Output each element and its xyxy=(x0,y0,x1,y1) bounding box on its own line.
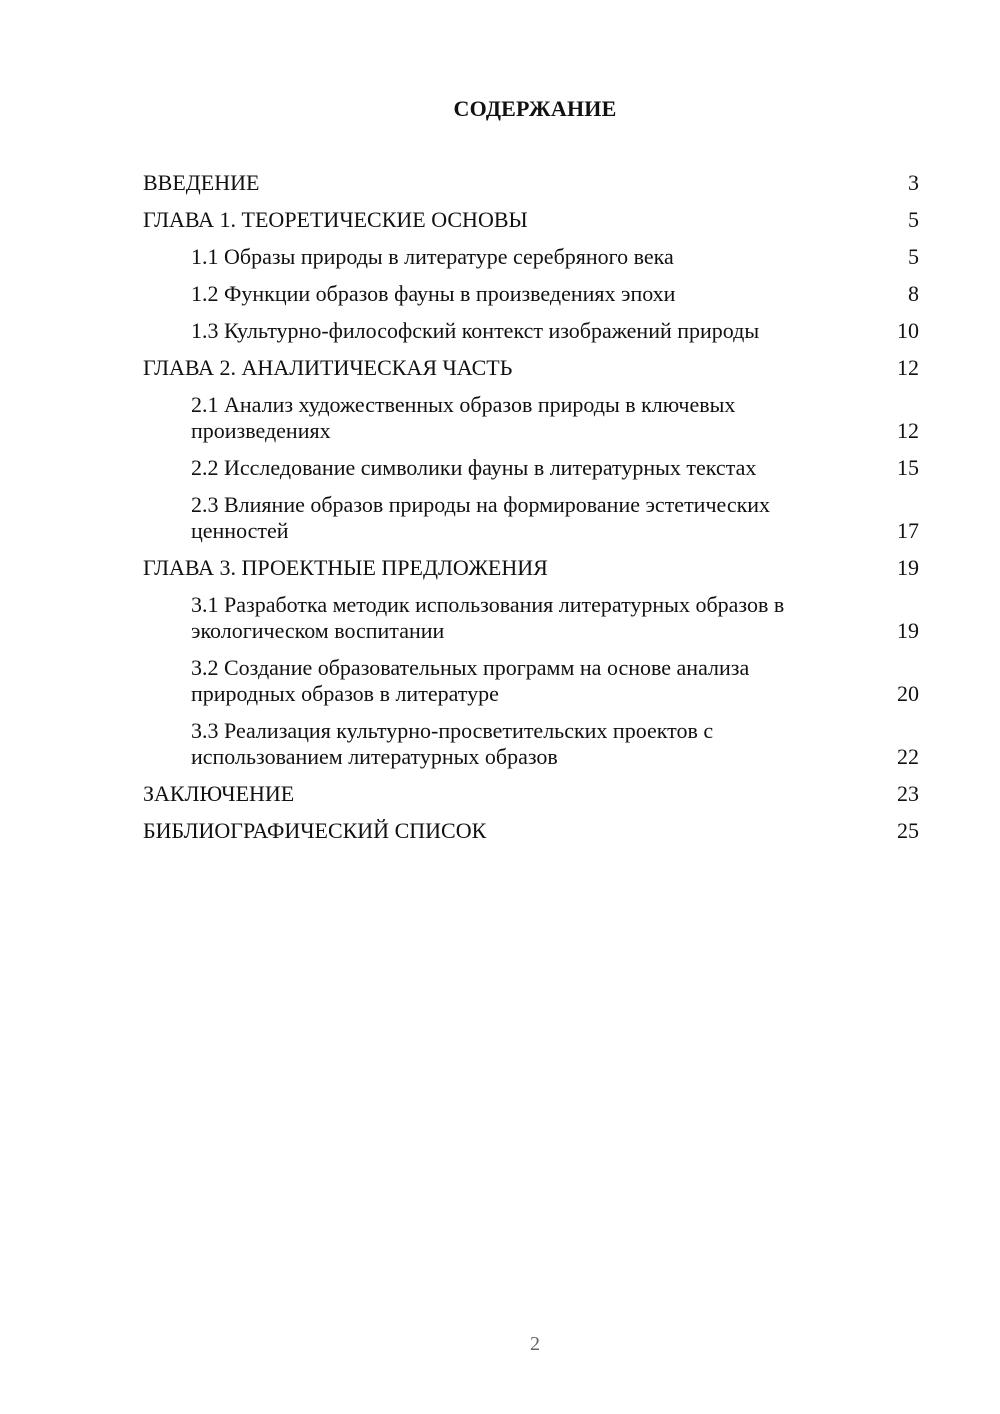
toc-entry-page: 19 xyxy=(897,555,919,580)
toc-entry-title: ГЛАВА 3. ПРОЕКТНЫЕ ПРЕДЛОЖЕНИЯ xyxy=(143,555,548,580)
toc-entry-section-2-1[interactable] xyxy=(143,392,919,444)
toc-entry-page: 12 xyxy=(897,355,919,380)
toc-entry-page: 17 xyxy=(897,518,919,543)
page-title: СОДЕРЖАНИЕ xyxy=(453,96,617,121)
toc-entry-page: 3 xyxy=(908,170,919,195)
toc-entry-page: 23 xyxy=(897,781,919,806)
toc-entry-page: 12 xyxy=(897,418,919,443)
toc-entry-title: ВВЕДЕНИЕ xyxy=(143,170,260,195)
toc-entry-page: 5 xyxy=(908,207,919,232)
toc-entry-title: ГЛАВА 2. АНАЛИТИЧЕСКАЯ ЧАСТЬ xyxy=(143,355,513,380)
toc-entry-page: 5 xyxy=(908,244,919,269)
toc-entry-title: ЗАКЛЮЧЕНИЕ xyxy=(143,781,295,806)
toc-entry-page: 15 xyxy=(897,455,919,480)
toc-entry-section-3-2[interactable] xyxy=(143,655,919,707)
toc-entry-title: 2.3 Влияние образов природы на формирование эстетических ценностей xyxy=(191,492,771,543)
toc-entry-chapter-2[interactable] xyxy=(143,355,919,381)
toc-entry-section-1-2[interactable] xyxy=(143,281,919,307)
toc-entry-section-3-3[interactable] xyxy=(143,718,919,770)
toc-entry-chapter-1[interactable] xyxy=(143,207,919,233)
toc-entry-section-3-1[interactable] xyxy=(143,592,919,644)
toc-entry-title: 1.1 Образы природы в литературе серебряного века xyxy=(191,244,674,269)
toc-entry-title: БИБЛИОГРАФИЧЕСКИЙ СПИСОК xyxy=(143,818,487,843)
toc-entry-page: 10 xyxy=(897,318,919,343)
toc-entry-section-1-1[interactable] xyxy=(143,244,919,270)
toc-entry-section-1-3[interactable] xyxy=(143,318,919,344)
toc-entry-title: 1.2 Функции образов фауны в произведениях эпохи xyxy=(191,281,676,306)
toc-entry-title: 2.2 Исследование символики фауны в литературных текстах xyxy=(191,455,757,480)
toc-entry-introduction[interactable] xyxy=(143,170,919,196)
toc-entry-section-2-3[interactable] xyxy=(143,492,919,544)
toc-entry-section-2-2[interactable] xyxy=(143,455,919,481)
toc-entry-page: 8 xyxy=(908,281,919,306)
table-of-contents xyxy=(143,170,919,855)
toc-entry-chapter-3[interactable] xyxy=(143,555,919,581)
toc-entry-conclusion[interactable] xyxy=(143,781,919,807)
toc-entry-page: 19 xyxy=(897,618,919,643)
toc-entry-page: 20 xyxy=(897,681,919,706)
toc-entry-page: 22 xyxy=(897,744,919,769)
toc-entry-title: 3.1 Разработка методик использования литературных образов в экологическом воспитании xyxy=(191,592,785,643)
toc-entry-title: ГЛАВА 1. ТЕОРЕТИЧЕСКИЕ ОСНОВЫ xyxy=(143,207,528,232)
toc-entry-page: 25 xyxy=(897,818,919,843)
toc-entry-title: 2.1 Анализ художественных образов природы в ключевых произведениях xyxy=(191,392,736,443)
toc-entry-title: 3.3 Реализация культурно-просветительских проектов с использованием литературных образов xyxy=(191,718,714,769)
page-number: 2 xyxy=(530,1333,540,1355)
toc-entry-title: 1.3 Культурно-философский контекст изображений природы xyxy=(191,318,760,343)
toc-entry-bibliography[interactable] xyxy=(143,818,919,844)
toc-entry-title: 3.2 Создание образовательных программ на основе анализа природных образов в литературе xyxy=(191,655,750,706)
